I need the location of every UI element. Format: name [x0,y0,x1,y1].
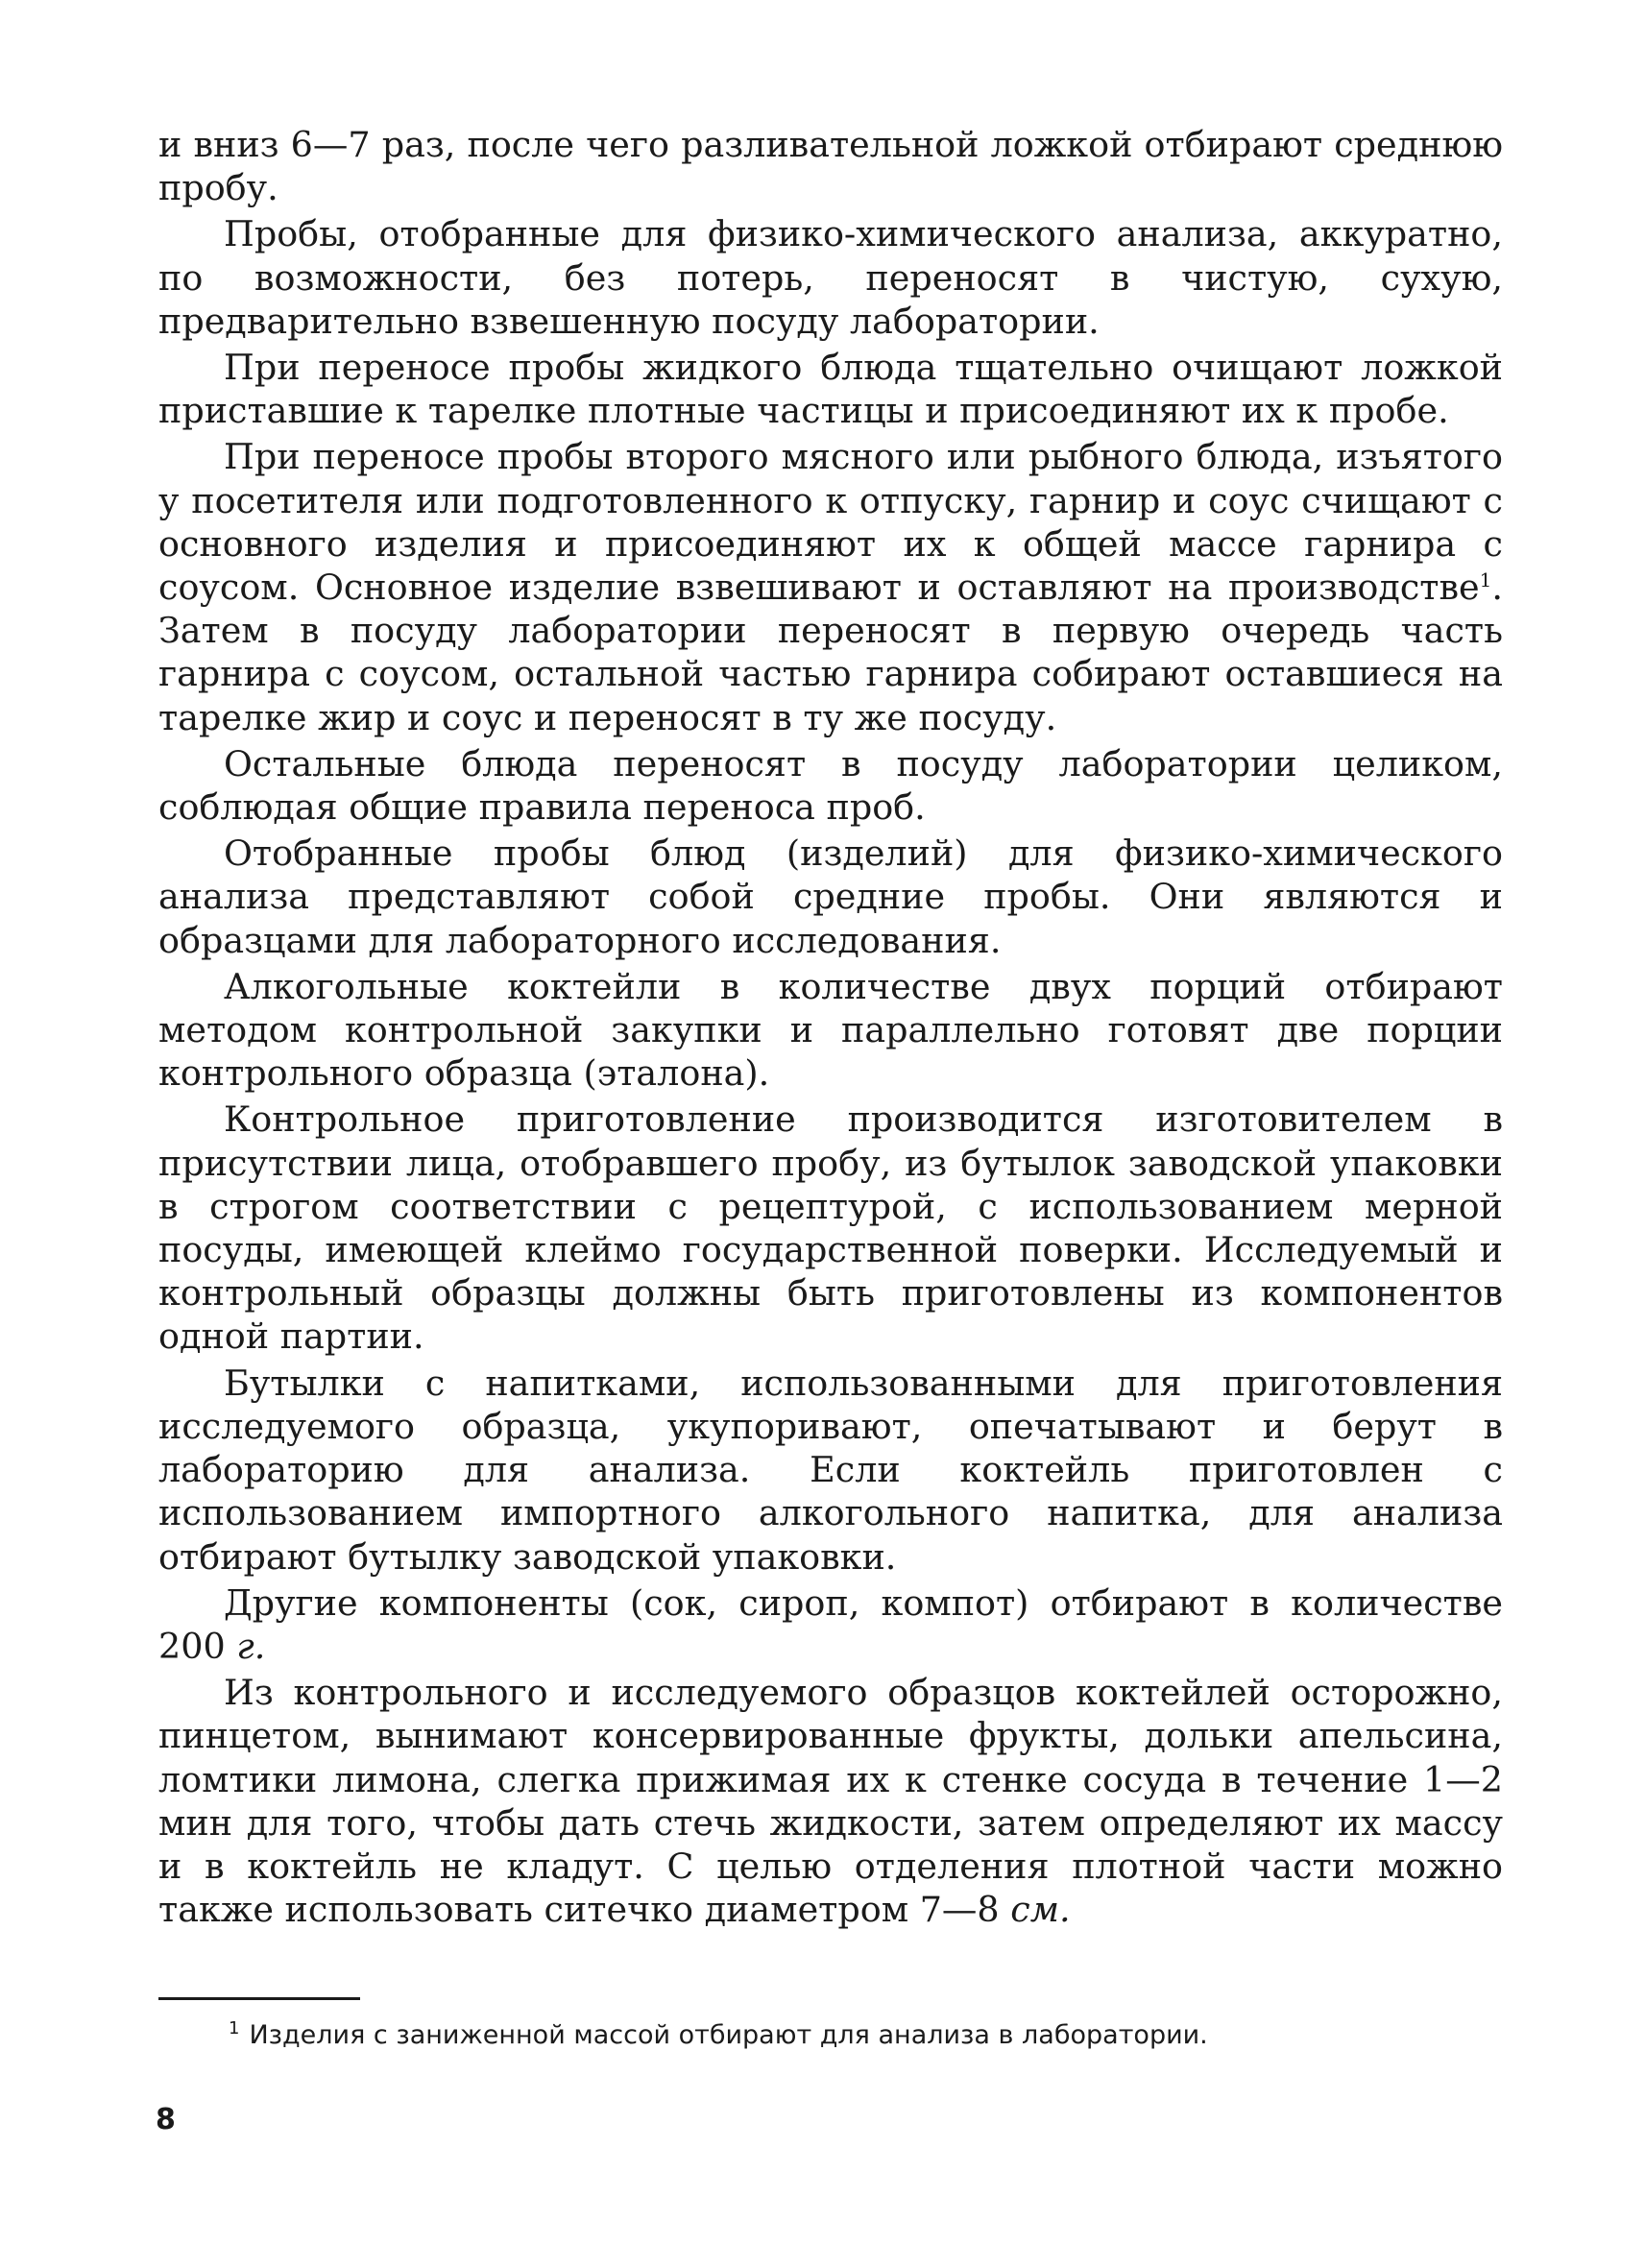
paragraph-5: Остальные блюда переносят в посуду лаборатории целиком, соблюдая общие правила переноса проб. [158,742,1503,829]
unit-grams: г. [236,1625,266,1667]
paragraph-10 [158,1581,1503,1668]
footnote-marker: 1 [229,2018,240,2039]
main-text [158,123,1503,1934]
paragraph-4-part-1: При переносе пробы второго мясного или рыбного блюда, изъятого у посетителя или подготовленного к отпуску, гарнир и соус счищают с основного изделия и присоединяют их к общей массе гарнира с соусом. Основное изделие взвешивают и оставляют на производстве [158,436,1503,609]
paragraph-7: Алкогольные коктейли в количестве двух порций отбирают методом контрольной закупки и параллельно готовят две порции контрольного образца (эталона). [158,965,1503,1095]
paragraph-8: Контрольное приготовление производится изготовителем в присутствии лица, отобравшего пробу, из бутылок заводской упаковки в строгом соответствии с рецептурой, с использованием мерной посуды, имеющей клеймо государственной поверки. Исследуемый и контрольный образцы должны быть приготовлены из компонентов одной партии. [158,1098,1503,1358]
footnote [229,2016,1496,2055]
paragraph-9: Бутылки с напитками, использованными для приготовления исследуемого образца, укупоривают, опечатывают и берут в лабораторию для анализа. Если коктейль приготовлен с использованием импортного алкогольного напитка, для анализа отбирают бутылку заводской упаковки. [158,1362,1503,1578]
paragraph-11 [158,1671,1503,1931]
paragraph-10-text: Другие компоненты (сок, сироп, компот) отбирают в количестве 200 [158,1581,1503,1667]
paragraph-11-text: Из контрольного и исследуемого образцов коктейлей осторожно, пинцетом, вынимают консервированные фрукты, дольки апельсина, ломтики лимона, слегка прижимая их к стенке сосуда в течение 1—2 мин для того, чтобы дать стечь жидкости, затем определяют их массу и в коктейль не кладут. С целью отделения плотной части можно также использовать ситечко диаметром 7—8 [158,1672,1503,1931]
footnote-text: Изделия с заниженной массой отбирают для анализа в лаборатории. [249,2020,1208,2050]
footnote-divider [158,1997,360,2000]
paragraph-2: Пробы, отобранные для физико-химического анализа, аккуратно, по возможности, без потерь, переносят в чистую, сухую, предварительно взвешенную посуду лаборатории. [158,213,1503,342]
page-number: 8 [156,2103,176,2136]
paragraph-3: При переносе пробы жидкого блюда тщательно очищают ложкой приставшие к тарелке плотные частицы и присоединяют их к пробе. [158,347,1503,432]
unit-centimeters: см. [1010,1889,1071,1931]
paragraph-4-part-2: Затем в посуду лаборатории переносят в первую очередь часть гарнира с соусом, остальной частью гарнира собирают оставшиеся на тарелке жир и соус и переносят в ту же посуду. [158,610,1503,738]
paragraph-4: При переносе пробы второго мясного или рыбного блюда, изъятого у посетителя или подготовленного к отпуску, гарнир и соус счищают с основного изделия и присоединяют их к общей массе гарнира с соусом. Основное изделие взвешивают и оставляют на производстве$^1$. Затем в посуду лаборатории переносят в первую очередь часть гарнира с соусом, остальной частью гарнира собирают оставшиеся на тарелке жир и соус и переносят в ту же посуду. [158,436,1503,738]
footnote-reference: 1 [1479,567,1492,591]
paragraph-6: Отобранные пробы блюд (изделий) для физико-химического анализа представляют собой средние пробы. Они являются и образцами для лабораторного исследования. [158,832,1503,961]
paragraph-1: и вниз 6—7 раз, после чего разливательной ложкой отбирают среднюю пробу. [158,124,1503,209]
